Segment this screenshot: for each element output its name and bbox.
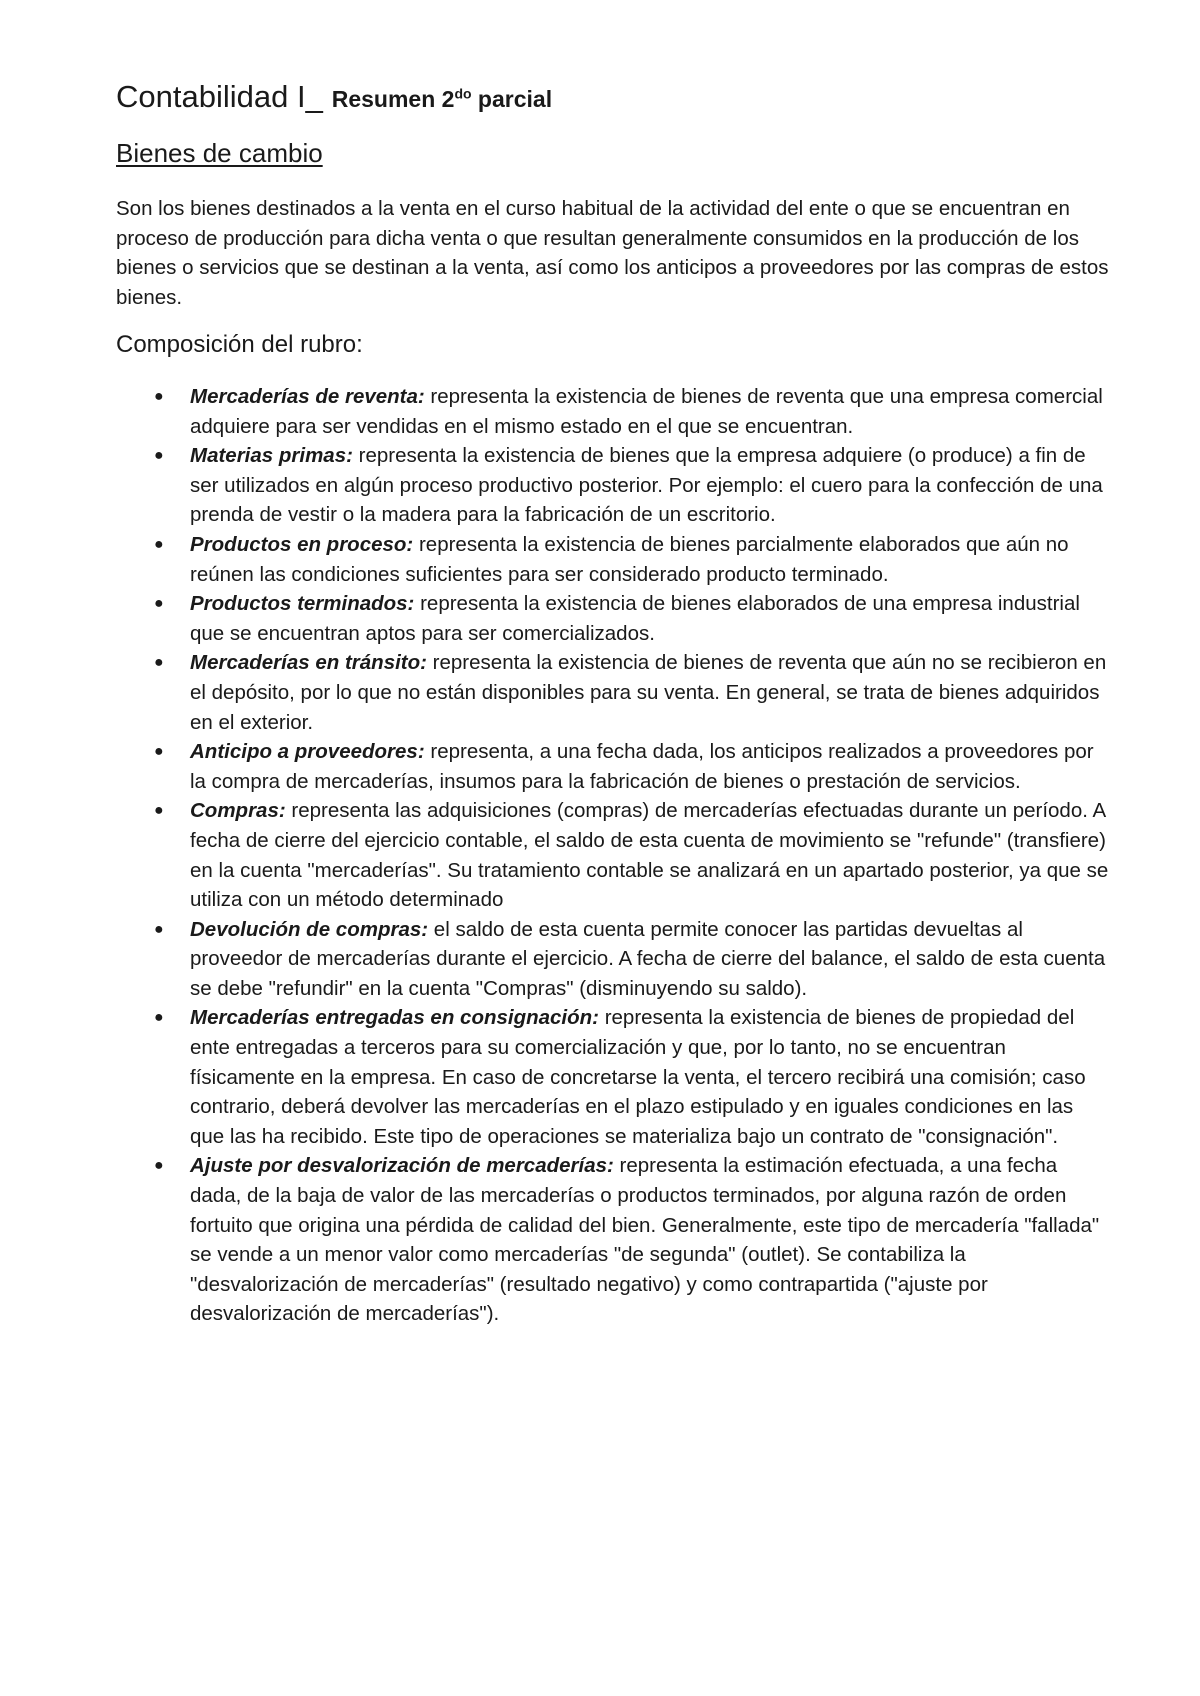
item-description: representa la existencia de bienes de propiedad del ente entregadas a terceros para su comercialización y que, por lo tanto, no se encuentran físicamente en la empresa. En caso de concretarse la venta, el tercero recibirá una comisión; caso contrario, deberá devolver las mercaderías en el plazo estipulado y en iguales condiciones en las que las ha recibido. Este tipo de operaciones se materializa bajo un contrato de "consignación".: [190, 1006, 1086, 1148]
subtitle-text: Resumen 2: [331, 86, 455, 112]
item-term: Mercaderías de reventa:: [190, 385, 425, 408]
bullet-icon: ●: [154, 535, 164, 553]
item-description: representa la estimación efectuada, a una fecha dada, de la baja de valor de las mercaderías o productos terminados, por alguna razón de orden fortuito que origina una pérdida de calidad del bien. Generalmente, este tipo de mercadería "fallada" se vende a un menor valor como mercaderías "de segunda" (outlet). Se contabiliza la "desvalorización de mercaderías" (resultado negativo) y como contrapartida ("ajuste por desvalorización de mercaderías").: [190, 1154, 1100, 1326]
item-description: representa la existencia de bienes de reventa que una empresa comercial adquiere para ser vendidas en el mismo estado en el que se encuentran.: [190, 385, 1103, 438]
subtitle-superscript: do: [454, 85, 472, 102]
item-term: Productos en proceso:: [190, 532, 414, 556]
bullet-icon: ●: [154, 1009, 164, 1027]
list-item: [116, 589, 1110, 648]
list-item: [116, 915, 1110, 1004]
item-description: representa la existencia de bienes elaborados de una empresa industrial que se encuentran aptos para ser comercializados.: [190, 592, 1080, 645]
bullet-icon: ●: [154, 920, 164, 938]
list-item: [116, 796, 1110, 914]
item-description: el saldo de esta cuenta permite conocer las partidas devueltas al proveedor de mercaderías durante el ejercicio. A fecha de cierre del balance, el saldo de esta cuenta se debe "refundir" en la cuenta "Compras" (disminuyendo su saldo).: [190, 917, 1106, 1000]
subtitle-suffix: parcial: [471, 86, 553, 112]
bullet-icon: ●: [154, 595, 164, 613]
item-description: representa la existencia de bienes de reventa que aún no se recibieron en el depósito, por lo que no están disponibles para su venta. En general, se trata de bienes adquiridos en el exterior.: [190, 651, 1107, 734]
composition-heading: Composición del rubro:: [116, 331, 363, 358]
item-description: representa, a una fecha dada, los anticipos realizados a proveedores por la compra de mercaderías, insumos para la fabricación de bienes o prestación de servicios.: [190, 740, 1094, 793]
item-description: representa la existencia de bienes parcialmente elaborados que aún no reúnen las condiciones suficientes para ser considerado producto terminado.: [190, 532, 1069, 586]
document-title: [116, 76, 1110, 116]
list-item: [116, 1151, 1110, 1329]
bullet-icon: ●: [154, 802, 164, 820]
item-term: Productos terminados:: [190, 592, 415, 616]
item-description: representa la existencia de bienes que la empresa adquiere (o produce) a fin de ser utilizados en algún proceso productivo posterior. Por ejemplo: el cuero para la confección de una prenda de vestir o la madera para la fabricación de un escritorio.: [190, 444, 1103, 527]
bullet-icon: ●: [154, 447, 164, 465]
item-term: Anticipo a proveedores:: [190, 740, 425, 764]
bullet-icon: ●: [154, 1157, 164, 1175]
bullet-icon: ●: [154, 654, 164, 672]
item-term: Compras:: [190, 799, 286, 823]
item-term: Ajuste por desvalorización de mercaderías:: [190, 1154, 614, 1178]
list-item: [116, 648, 1110, 737]
item-description: representa las adquisiciones (compras) de mercaderías efectuadas durante un período. A fecha de cierre del ejercicio contable, el saldo de esta cuenta de movimiento se "refunde" (transfiere) en la cuenta "mercaderías". Su tratamiento contable se analizará en un apartado posterior, ya que se utiliza con un método determinado: [190, 799, 1109, 912]
list-item: [116, 382, 1110, 441]
list-item: [116, 441, 1110, 530]
list-item: [116, 530, 1110, 589]
title-main: Contabilidad I_: [116, 79, 323, 114]
section-heading: Bienes de cambio: [116, 138, 323, 168]
composition-list: [116, 382, 1110, 1329]
intro-paragraph: Son los bienes destinados a la venta en el curso habitual de la actividad del ente o que se encuentran en proceso de producción para dicha venta o que resultan generalmente consumidos en la producción de los bienes o servicios que se destinan a la venta, así como los anticipos a proveedores por las compras de estos bienes.: [116, 197, 1109, 309]
title-subtitle: [332, 86, 552, 112]
item-term: Devolución de compras:: [190, 917, 429, 941]
item-term: Mercaderías entregadas en consignación:: [190, 1006, 599, 1030]
item-term: Materias primas:: [190, 444, 353, 468]
bullet-icon: ●: [154, 388, 164, 405]
bullet-icon: ●: [154, 743, 164, 761]
item-term: Mercaderías en tránsito:: [190, 651, 427, 675]
list-item: [116, 737, 1110, 796]
list-item: [116, 1003, 1110, 1151]
